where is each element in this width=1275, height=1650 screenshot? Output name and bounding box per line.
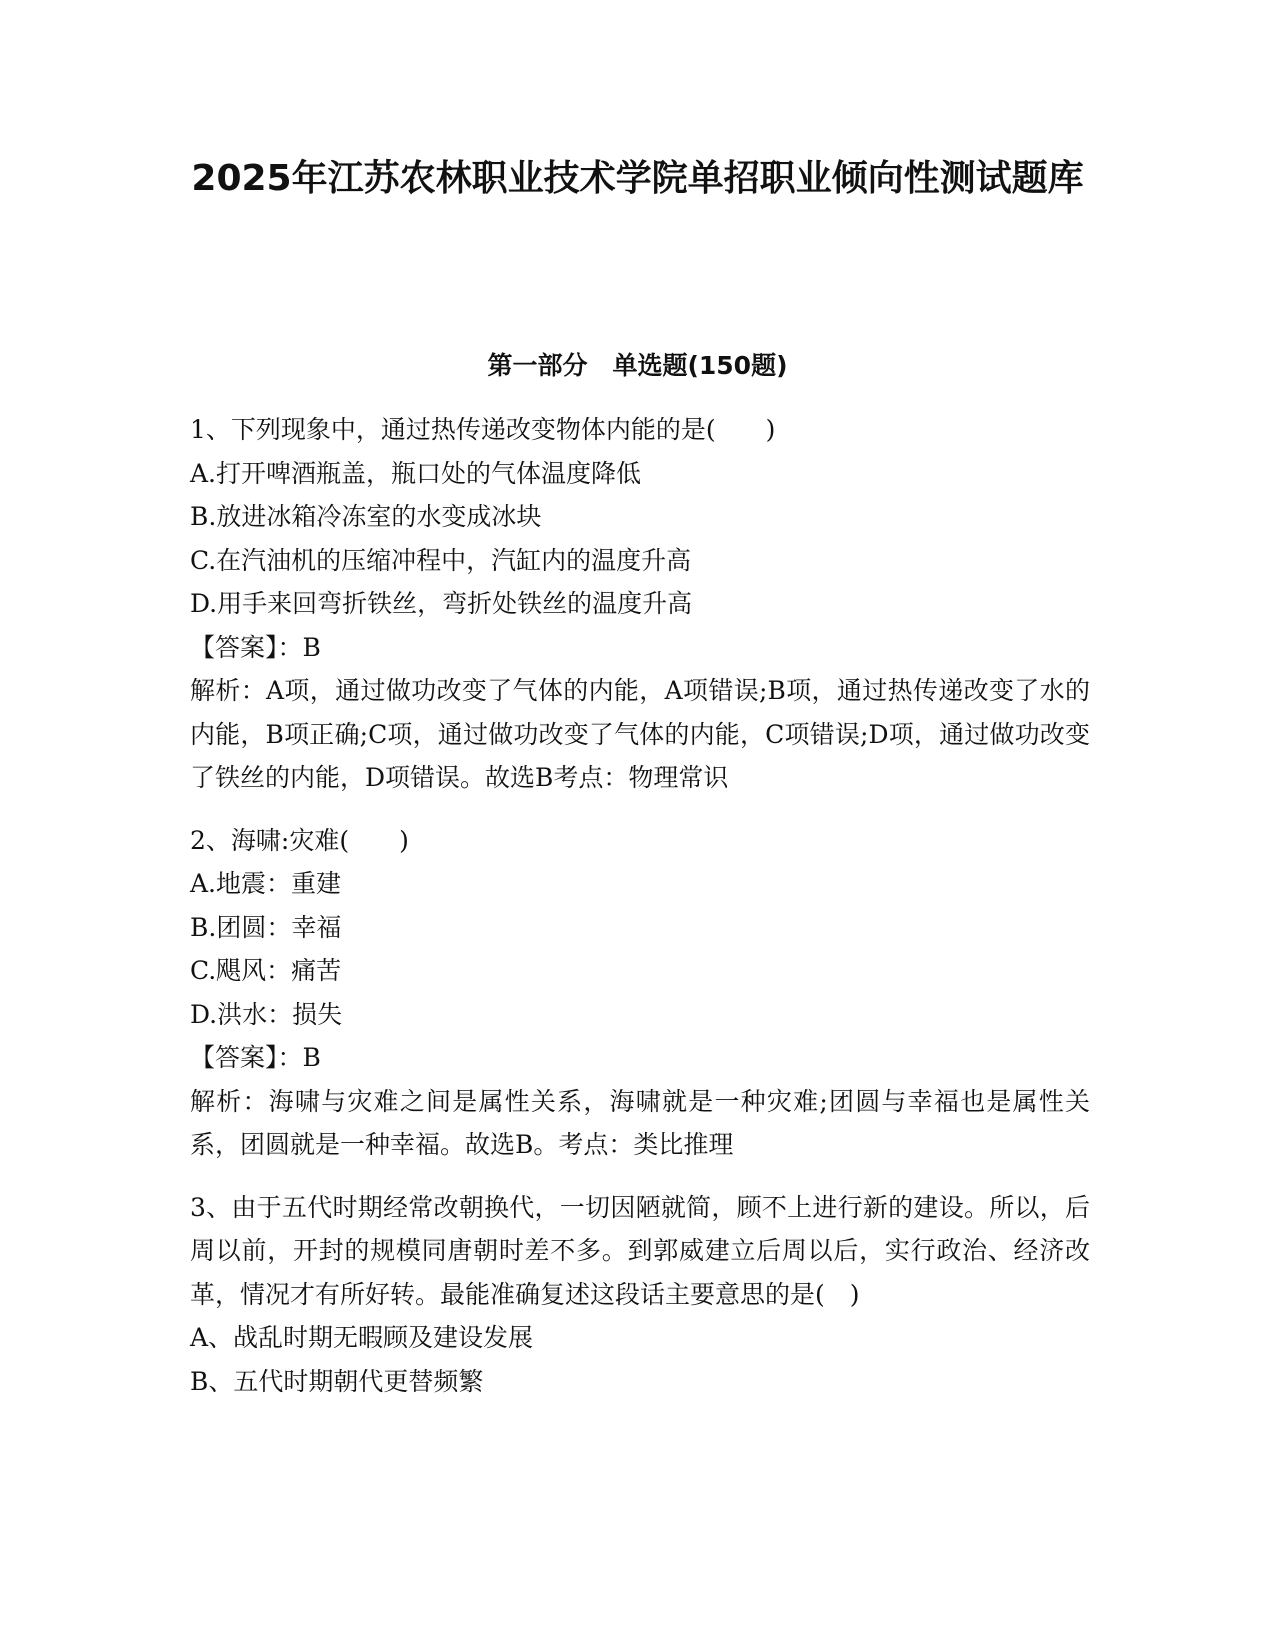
option-a: A.打开啤酒瓶盖，瓶口处的气体温度降低 xyxy=(190,458,642,488)
question-1 xyxy=(190,408,1090,800)
analysis-text: 解析：A项，通过做功改变了气体的内能，A项错误;B项，通过热传递改变了水的内能，B项正确;C项，通过做功改变了气体的内能，C项错误;D项，通过做功改变了铁丝的内能，D项错误。故选B考点：物理常识 xyxy=(190,676,1090,792)
question-2 xyxy=(190,819,1090,1167)
option-d: D.用手来回弯折铁丝，弯折处铁丝的温度升高 xyxy=(190,589,693,618)
question-list xyxy=(190,408,1090,1422)
question-stem: 1、下列现象中，通过热传递改变物体内能的是( ) xyxy=(190,415,776,444)
option-c: C.飓风：痛苦 xyxy=(190,956,342,985)
option-a: A.地震：重建 xyxy=(190,869,342,898)
document-title: 2025年江苏农林职业技术学院单招职业倾向性测试题库 xyxy=(191,158,1084,199)
answer-label: 【答案】：B xyxy=(190,632,321,662)
question-3 xyxy=(190,1186,1090,1404)
option-d: D.洪水：损失 xyxy=(190,999,343,1029)
answer-label: 【答案】：B xyxy=(190,1043,321,1072)
section-heading: 第一部分 单选题(150题) xyxy=(487,351,788,380)
option-c: C.在汽油机的压缩冲程中，汽缸内的温度升高 xyxy=(190,545,692,575)
option-b: B、五代时期朝代更替频繁 xyxy=(190,1366,484,1396)
option-b: B.放进冰箱冷冻室的水变成冰块 xyxy=(190,502,542,531)
question-stem: 2、海啸:灾难( ) xyxy=(190,825,409,855)
option-a: A、战乱时期无暇顾及建设发展 xyxy=(190,1323,534,1352)
analysis-text: 解析：海啸与灾难之间是属性关系，海啸就是一种灾难;团圆与幸福也是属性关系，团圆就是一种幸福。故选B。考点：类比推理 xyxy=(190,1086,1090,1159)
question-stem: 3、由于五代时期经常改朝换代，一切因陋就简，顾不上进行新的建设。所以，后周以前，开封的规模同唐朝时差不多。到郭威建立后周以后，实行政治、经济改革，情况才有所好转。最能准确复述这段话主要意思的是( ) xyxy=(190,1192,1090,1309)
option-b: B.团圆：幸福 xyxy=(190,912,342,942)
